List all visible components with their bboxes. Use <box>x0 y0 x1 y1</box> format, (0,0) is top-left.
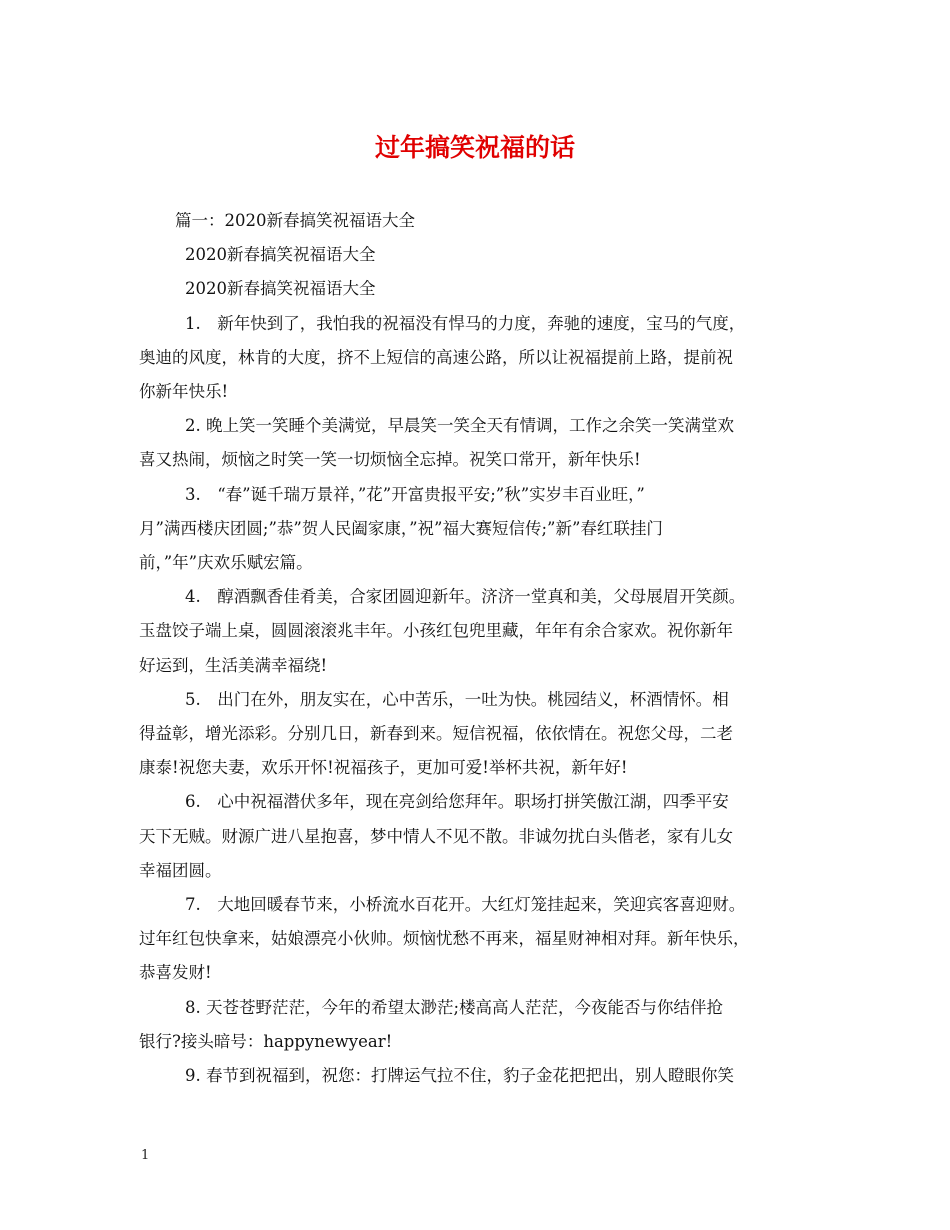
text-line: 1. 新年快到了，我怕我的祝福没有悍马的力度，奔驰的速度，宝马的气度， <box>185 313 746 333</box>
text-line: 9. 春节到祝福到，祝您：打牌运气拉不住，豹子金花把把出，别人瞪眼你笑 <box>185 1066 734 1086</box>
text-line: 幸福团圆。 <box>139 860 222 880</box>
text-line: 2020新春搞笑祝福语大全 <box>185 279 376 299</box>
text-line: 2020新春搞笑祝福语大全 <box>185 245 376 265</box>
text-line: 5. 出门在外，朋友实在，心中苦乐，一吐为快。桃园结义，杯酒情怀。相 <box>185 689 729 709</box>
text-line: 得益彰，增光添彩。分别几日，新春到来。短信祝福，依依情在。祝您父母，二老 <box>139 724 733 744</box>
text-line: 过年红包快拿来，姑娘漂亮小伙帅。烦恼忧愁不再来，福星财神相对拜。新年快乐， <box>139 929 750 949</box>
page-title: 过年搞笑祝福的话 <box>374 133 575 162</box>
text-line: 玉盘饺子端上桌，圆圆滚滚兆丰年。小孩红包兜里藏，年年有余合家欢。祝你新年 <box>139 621 733 641</box>
document-body <box>139 204 835 1093</box>
text-line: 喜又热闹，烦恼之时笑一笑一切烦恼全忘掉。祝笑口常开，新年快乐! <box>139 450 641 470</box>
text-line: 好运到，生活美满幸福绕! <box>139 655 328 675</box>
text-line: 6. 心中祝福潜伏多年，现在亮剑给您拜年。职场打拼笑傲江湖，四季平安 <box>185 792 729 812</box>
text-line: 4. 醇酒飘香佳肴美，合家团圆迎新年。济济一堂真和美，父母展眉开笑颜。 <box>185 587 746 607</box>
text-line: 奥迪的风度，林肯的大度，挤不上短信的高速公路，所以让祝福提前上路，提前祝 <box>139 347 733 367</box>
text-line: 7. 大地回暖春节来，小桥流水百花开。大红灯笼挂起来，笑迎宾客喜迎财。 <box>185 895 746 915</box>
text-line: 2. 晚上笑一笑睡个美满觉，早晨笑一笑全天有情调，工作之余笑一笑满堂欢 <box>185 416 734 436</box>
page-number: 1 <box>141 1148 150 1163</box>
text-line: 3. “春”诞千瑞万景祥，”花”开富贵报平安;”秋”实岁丰百业旺，” <box>185 484 645 504</box>
text-line: 你新年快乐! <box>139 382 229 402</box>
text-line: 天下无贼。财源广进八星抱喜，梦中情人不见不散。非诚勿扰白头偕老，家有儿女 <box>139 826 733 846</box>
text-line: 康泰!祝您夫妻，欢乐开怀!祝福孩子，更加可爱!举杯共祝，新年好! <box>139 758 628 778</box>
text-line: 月”满西楼庆团圆;”恭”贺人民阖家康，”祝”福大赛短信传;”新”春红联挂门 <box>139 518 663 538</box>
text-line: 银行?接头暗号：happynewyear! <box>139 1031 393 1051</box>
text-line: 前，”年”庆欢乐赋宏篇。 <box>139 553 313 573</box>
text-line: 恭喜发财! <box>139 963 212 983</box>
text-line: 8. 天苍苍野茫茫，今年的希望太渺茫;楼高高人茫茫，今夜能否与你结伴抢 <box>185 997 724 1017</box>
text-line: 篇一：2020新春搞笑祝福语大全 <box>175 211 415 230</box>
